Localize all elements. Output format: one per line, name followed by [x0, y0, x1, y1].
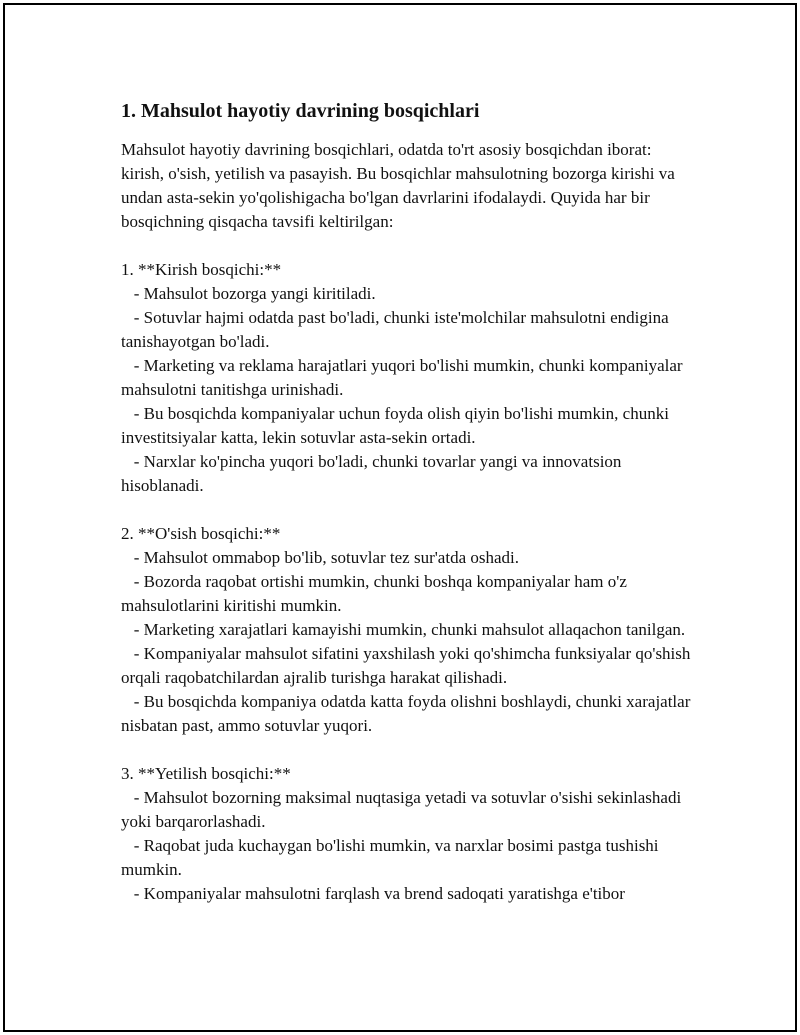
- spacer: [121, 498, 691, 522]
- bullet-line: - Mahsulot bozorga yangi kiritiladi.: [121, 284, 376, 303]
- bullet-line: - Bozorda raqobat ortishi mumkin, chunki boshqa kompaniyalar ham o'z mahsulotlarini kiritishi mumkin.: [121, 572, 632, 615]
- bullet-line: - Sotuvlar hajmi odatda past bo'ladi, chunki iste'molchilar mahsulotni endigina tanishayotgan bo'ladi.: [121, 308, 673, 351]
- section-kirish: [121, 258, 691, 498]
- bullet-line: - Marketing xarajatlari kamayishi mumkin, chunki mahsulot allaqachon tanilgan.: [121, 620, 686, 639]
- section-heading: 3. **Yetilish bosqichi:**: [121, 764, 291, 783]
- section-heading: 1. **Kirish bosqichi:**: [121, 260, 282, 279]
- section-yetilish: [121, 762, 691, 906]
- document-title: 1. Mahsulot hayotiy davrining bosqichlari: [121, 100, 480, 122]
- bullet-line: - Kompaniyalar mahsulot sifatini yaxshilash yoki qo'shimcha funksiyalar qo'shish orqali raqobatchilardan ajralib turishga harakat qilishadi.: [121, 644, 695, 687]
- bullet-line: - Marketing va reklama harajatlari yuqori bo'lishi mumkin, chunki kompaniyalar mahsulotni tanitishga urinishadi.: [121, 356, 687, 399]
- bullet-line: - Mahsulot bozorning maksimal nuqtasiga yetadi va sotuvlar o'sishi sekinlashadi yoki barqarorlashadi.: [121, 788, 686, 831]
- bullet-line: - Kompaniyalar mahsulotni farqlash va brend sadoqati yaratishga e'tibor: [121, 884, 625, 903]
- intro-paragraph: Mahsulot hayotiy davrining bosqichlari, odatda to'rt asosiy bosqichdan iborat: kirish, o'sish, yetilish va pasayish. Bu bosqichlar mahsulotning bozorga kirishi va undan asta-sekin yo'qolishigacha bo'lgan davrlarini ifodalaydi. Quyida har bir bosqichning qisqacha tavsifi keltirilgan:: [121, 140, 675, 231]
- document-body: [121, 98, 695, 906]
- bullet-line: - Raqobat juda kuchaygan bo'lishi mumkin, va narxlar bosimi pastga tushishi mumkin.: [121, 836, 663, 879]
- bullet-line: - Narxlar ko'pincha yuqori bo'ladi, chunki tovarlar yangi va innovatsion hisoblanadi.: [121, 452, 626, 495]
- section-osish: [121, 522, 695, 738]
- spacer: [121, 738, 691, 762]
- section-heading: 2. **O'sish bosqichi:**: [121, 524, 281, 543]
- bullet-line: - Bu bosqichda kompaniya odatda katta foyda olishni boshlaydi, chunki xarajatlar nisbatan past, ammo sotuvlar yuqori.: [121, 692, 695, 735]
- spacer: [121, 234, 691, 258]
- document-page: [3, 3, 797, 1032]
- bullet-line: - Mahsulot ommabop bo'lib, sotuvlar tez sur'atda oshadi.: [121, 548, 520, 567]
- bullet-line: - Bu bosqichda kompaniyalar uchun foyda olish qiyin bo'lishi mumkin, chunki investitsiyalar katta, lekin sotuvlar asta-sekin ortadi.: [121, 404, 674, 447]
